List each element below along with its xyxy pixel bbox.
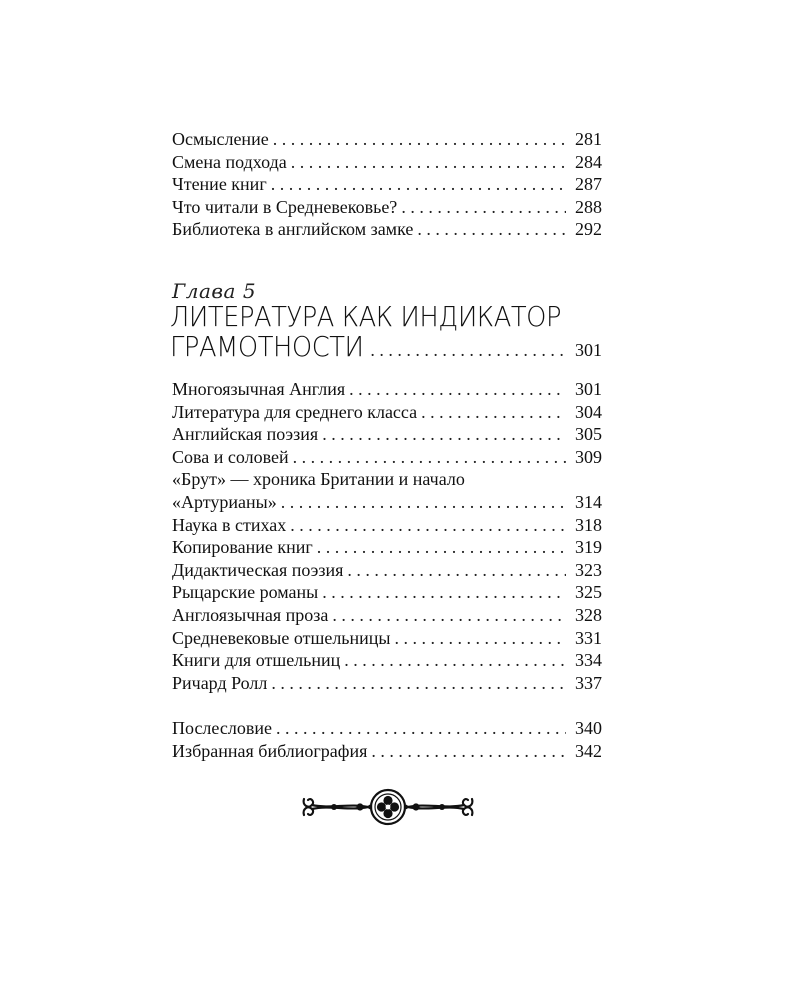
toc-chapter-entries	[172, 378, 602, 694]
toc-entry-page: 340	[575, 718, 602, 738]
toc-entry-page: 337	[575, 672, 602, 693]
toc-entry-title: Избранная библиография	[172, 740, 368, 761]
toc-entry-page: 281	[575, 129, 602, 149]
toc-entry-page: 342	[575, 740, 602, 761]
toc-entry-title: Книги для отшельниц	[172, 650, 341, 671]
toc-leader-dots	[281, 491, 566, 514]
toc-leader-dots	[421, 401, 566, 424]
toc-entry-title: Библиотека в английском замке	[172, 219, 414, 240]
toc-entry-title: Послесловие	[172, 718, 272, 738]
toc-entry-page: 288	[575, 196, 602, 217]
toc-entry-title: Что читали в Средневековье?	[172, 196, 398, 217]
chapter-title-line1: ЛИТЕРАТУРА КАК ИНДИКАТОР	[170, 300, 562, 333]
toc-entry-title: Многоязычная Англия	[172, 379, 346, 399]
toc-entry-page: 309	[575, 446, 602, 467]
toc-entry	[172, 536, 602, 559]
toc-entry-page: 323	[575, 559, 602, 580]
toc-entry	[172, 173, 602, 196]
toc-leader-dots	[370, 340, 566, 361]
toc-leader-dots	[276, 717, 566, 740]
toc-leader-dots	[273, 128, 566, 151]
toc-leader-dots	[271, 672, 566, 695]
toc-entry-page: 328	[575, 604, 602, 625]
toc-leader-dots	[371, 740, 566, 763]
toc-entry-title: Копирование книг	[172, 537, 313, 558]
toc-leader-dots	[293, 446, 566, 469]
chapter-page: 301	[575, 340, 602, 360]
toc-entry-page: 292	[575, 219, 602, 240]
toc-entry-page: 334	[575, 650, 602, 671]
toc-leader-dots	[395, 627, 567, 650]
floral-divider-ornament-icon	[300, 785, 476, 829]
toc-back-matter	[172, 717, 602, 762]
toc-entry-page: 287	[575, 174, 602, 195]
toc-entry	[172, 446, 602, 469]
toc-entry-page: 319	[575, 537, 602, 558]
toc-entry-page: 305	[575, 424, 602, 445]
toc-entry-title: Смена подхода	[172, 151, 287, 172]
toc-leader-dots	[291, 151, 566, 174]
toc-entry-title: Сова и соловей	[172, 446, 289, 467]
toc-entry-title: Дидактическая поэзия	[172, 559, 344, 580]
toc-entry-title: Английская поэзия	[172, 424, 319, 445]
toc-entry-page: 318	[575, 514, 602, 535]
chapter-title-line2: ГРАМОТНОСТИ	[170, 330, 364, 363]
toc-entry-title: Рыцарские романы	[172, 582, 319, 603]
toc-leader-dots	[322, 423, 566, 446]
toc-section-before	[172, 128, 602, 241]
toc-leader-dots	[349, 378, 566, 401]
toc-entry-page: 325	[575, 582, 602, 603]
toc-entry	[172, 378, 602, 401]
toc-entry	[172, 423, 602, 446]
toc-entry-title: Литература для среднего класса	[172, 401, 418, 422]
toc-entry	[172, 196, 602, 219]
toc-leader-dots	[417, 218, 566, 241]
toc-entry-title: Ричард Ролл	[172, 672, 268, 693]
toc-leader-dots	[332, 604, 566, 627]
toc-entry	[172, 218, 602, 241]
toc-leader-dots	[317, 536, 566, 559]
chapter-label: Глава 5	[172, 279, 257, 303]
toc-entry-page: 301	[575, 379, 602, 399]
toc-entry-title: Англоязычная проза	[172, 604, 329, 625]
toc-entry	[172, 627, 602, 650]
toc-entry	[172, 559, 602, 582]
toc-entry	[172, 672, 602, 695]
toc-entry-page: 284	[575, 151, 602, 172]
toc-entry-title: «Артурианы»	[172, 491, 277, 512]
toc-leader-dots	[290, 514, 566, 537]
toc-entry-title-line1: «Брут» — хроника Британии и начало	[172, 469, 465, 490]
toc-entry	[172, 740, 602, 763]
chapter-title-row	[170, 330, 602, 363]
toc-entry	[172, 514, 602, 537]
toc-entry	[172, 581, 602, 604]
toc-entry-page: 331	[575, 627, 602, 648]
toc-leader-dots	[271, 173, 566, 196]
toc-entry	[172, 604, 602, 627]
toc-leader-dots	[347, 559, 566, 582]
toc-entry	[172, 649, 602, 672]
toc-leader-dots	[401, 196, 566, 219]
toc-leader-dots	[322, 581, 566, 604]
toc-entry-title: Наука в стихах	[172, 514, 287, 535]
toc-entry	[172, 401, 602, 424]
toc-entry	[172, 128, 602, 151]
toc-entry	[172, 491, 602, 514]
toc-entry	[172, 151, 602, 174]
toc-entry-page: 314	[575, 491, 602, 512]
toc-entry-title: Средневековые отшельницы	[172, 627, 391, 648]
toc-entry-title: Осмысление	[172, 129, 269, 149]
toc-entry-page: 304	[575, 401, 602, 422]
toc-entry-title: Чтение книг	[172, 174, 267, 195]
toc-entry	[172, 717, 602, 740]
toc-leader-dots	[344, 649, 566, 672]
